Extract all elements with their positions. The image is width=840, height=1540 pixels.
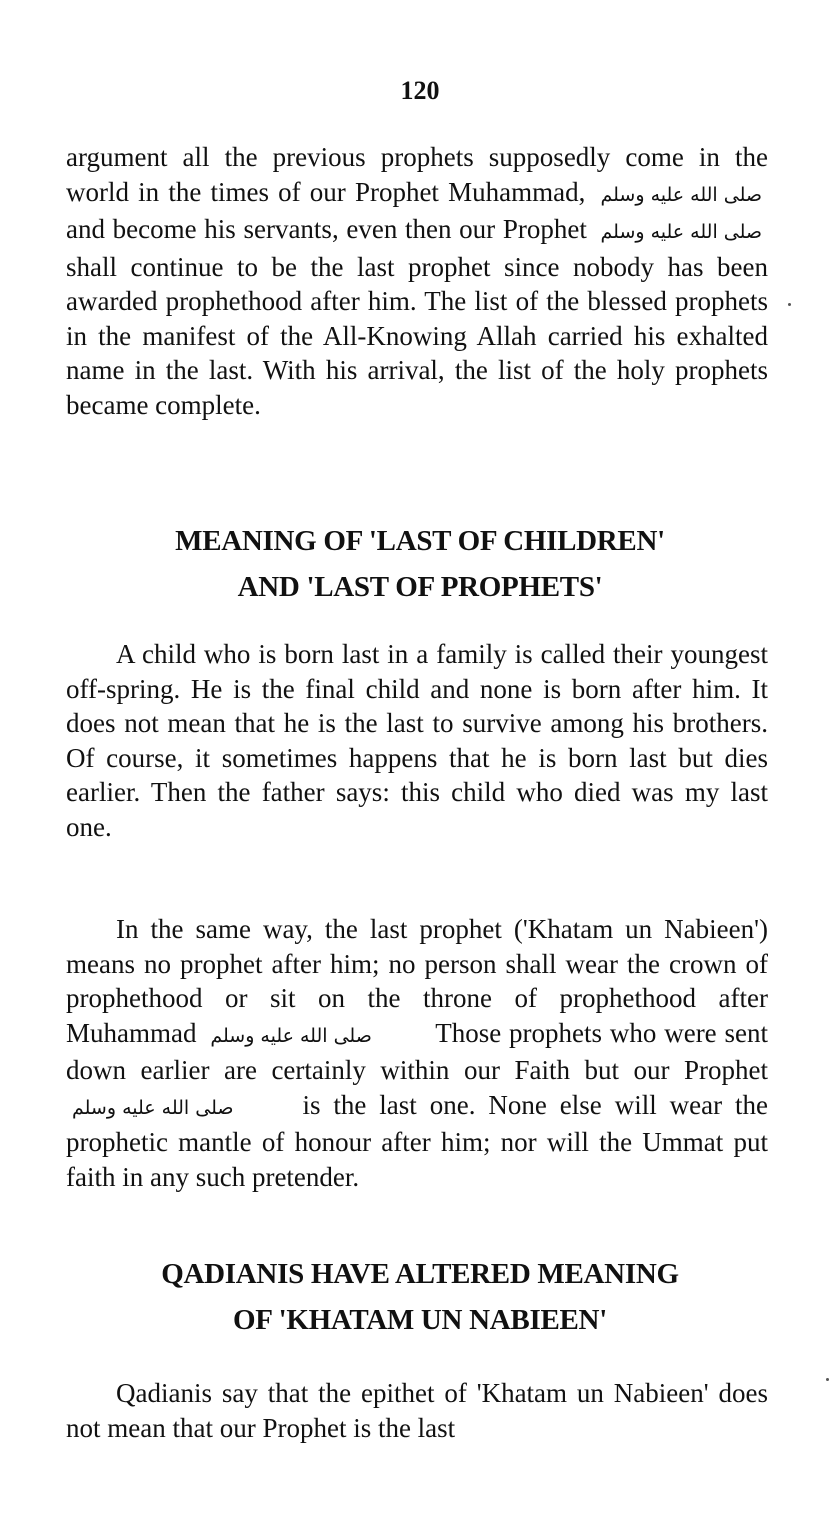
scan-speck [788, 303, 791, 306]
paragraph-text: shall continue to be the last prophet since nobody has been awarded prophethood after him. The list of the blessed prophets in the manifest of the All-Knowing Allah carried his exhalted name in the last. With his arrival, the list of the holy prophets became complete. [66, 251, 768, 420]
section-heading-last-of-children [0, 518, 840, 610]
heading-line: MEANING OF 'LAST OF CHILDREN' [175, 525, 665, 557]
arabic-salutation: صلى الله عليه وسلم [600, 221, 763, 243]
scan-speck [826, 1378, 829, 1381]
paragraph-qadianis: Qadianis say that the epithet of 'Khatam un Nabieen' does not mean that our Prophet is the last [66, 1378, 768, 1443]
paragraph-text: is the last one. None else will wear the prophetic mantle of honour after him; nor will the Ummat put faith in any such pretender. [66, 1089, 768, 1192]
paragraph-text: In the same way, the last prophet ('Khatam un Nabieen') means no prophet after him; no person shall wear the crown of prophethood or sit on the throne of prophethood after Muhammad [66, 914, 768, 1048]
page-number: 120 [400, 76, 440, 105]
heading-line: OF 'KHATAM UN NABIEEN' [233, 1304, 607, 1336]
heading-line: QADIANIS HAVE ALTERED MEANING [161, 1258, 679, 1290]
paragraph-last-child: A child who is born last in a family is called their youngest off-spring. He is the final child and none is born after him. It does not mean that he is the last to survive among his brothers. Of course, it sometimes happens that he is born last but dies earlier. Then the father says: this child who died was my last one. [66, 639, 768, 842]
paragraph-text: and become his servants, even then our Prophet [66, 214, 587, 244]
paragraph-text: Those prophets who were sent down earlier are certainly within our Faith but our Prophet [66, 1017, 769, 1085]
paragraph-last-prophet [66, 912, 768, 1194]
arabic-salutation: صلى الله عليه وسلم [72, 1096, 234, 1119]
section-heading-qadianis [0, 1251, 840, 1343]
paragraph-continuation [66, 140, 768, 422]
heading-line: AND 'LAST OF PROPHETS' [237, 571, 603, 603]
arabic-salutation: صلى الله عليه وسلم [210, 1024, 372, 1047]
arabic-salutation: صلى الله عليه وسلم [600, 183, 762, 206]
paragraph-text: argument all the previous prophets supposedly come in the world in the times of our Prophet Muhammad, [66, 142, 768, 207]
